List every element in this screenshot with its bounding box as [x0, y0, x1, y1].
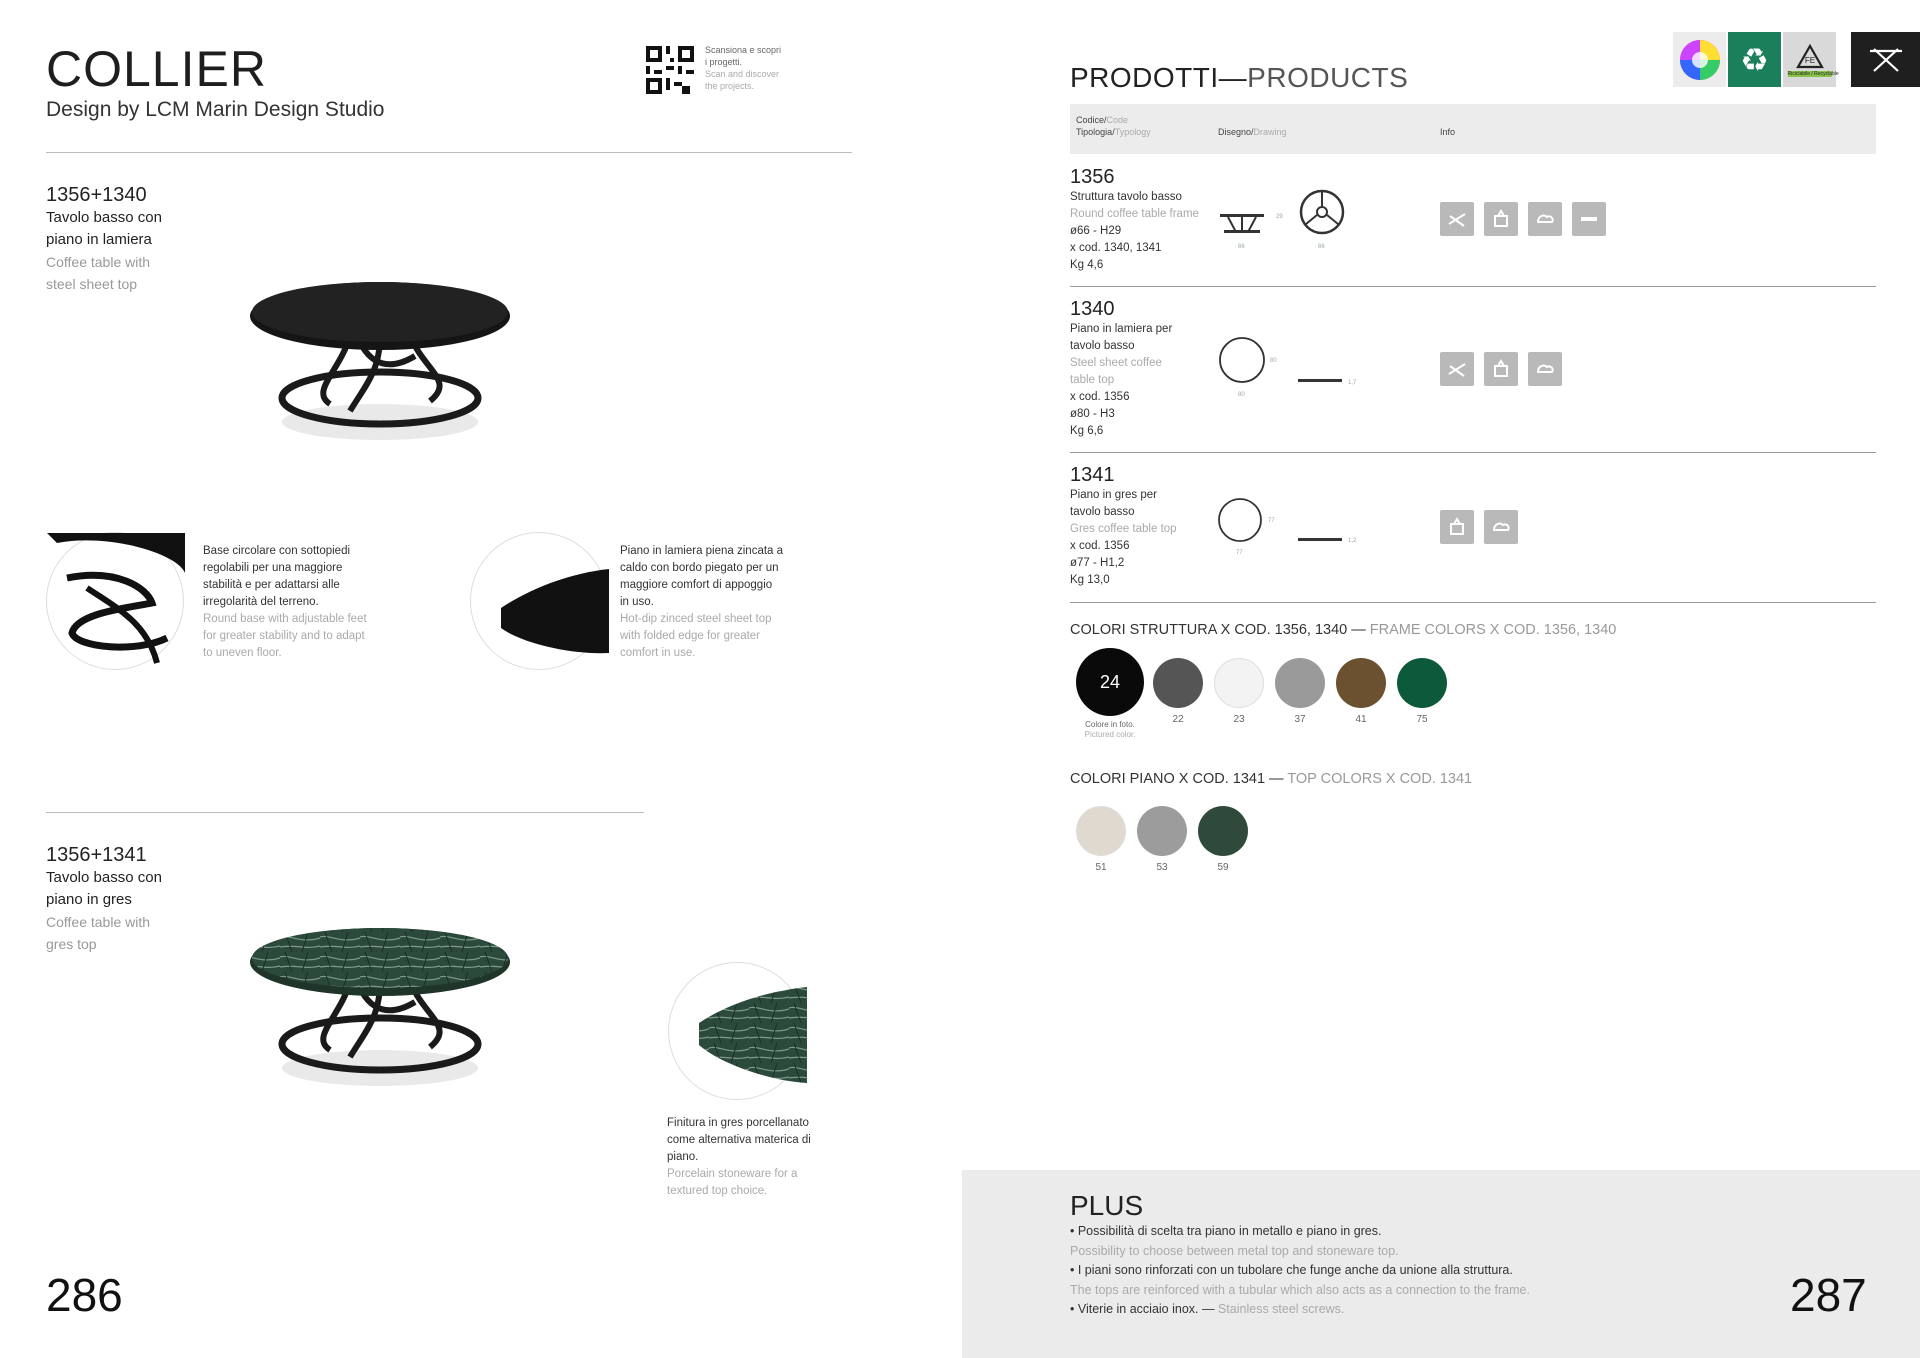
info-icons-1341 — [1440, 510, 1518, 544]
designer-credit: Design by LCM Marin Design Studio — [46, 98, 385, 121]
divider — [46, 812, 644, 813]
pictured-note-en: Pictured color. — [1084, 730, 1136, 739]
product-spec: x cod. 1340, 1341 — [1070, 242, 1162, 254]
product-desc-it: tavolo basso — [1070, 506, 1135, 518]
dimension-icon — [1572, 202, 1606, 236]
color-swatch[interactable] — [1214, 658, 1264, 708]
col-typology-it: Tipologia/ — [1076, 127, 1115, 137]
detail-base-it-4: irregolarità del terreno. — [203, 596, 319, 608]
color-swatch-code: 41 — [1355, 714, 1367, 725]
detail-base-it-3: stabilità e per adattarsi alle — [203, 579, 340, 591]
top-colors-heading: COLORI PIANO X COD. 1341 — TOP COLORS X COD. 1341 — [1070, 771, 1473, 787]
product-desc-it: Piano in gres per — [1070, 489, 1157, 501]
plus-item-en: Stainless steel screws. — [1217, 1302, 1345, 1316]
weather-icon — [1528, 202, 1562, 236]
col-code-it: Codice/ — [1076, 115, 1107, 125]
info-icons-1340 — [1440, 352, 1562, 386]
plus-list — [1070, 1222, 1630, 1320]
dim-width: 66 — [1238, 244, 1245, 250]
block-desc-en-2: steel sheet top — [46, 276, 138, 292]
weather-icon — [1528, 352, 1562, 386]
detail-base-en-2: for greater stability and to adapt — [203, 630, 365, 642]
detail-top-it-4: in uso. — [620, 596, 654, 608]
top-colors-title-en: TOP COLORS X COD. 1341 — [1287, 771, 1473, 787]
detail-top-en-1: Hot-dip zinced steel sheet top — [620, 613, 772, 625]
qr-caption-en-1: Scan and discover — [705, 69, 780, 79]
products-heading-it: PRODOTTI — [1070, 62, 1219, 93]
products-heading — [1070, 62, 1408, 94]
color-swatch-code: 59 — [1217, 862, 1229, 873]
plus-item-it: • Viterie in acciaio inox. — — [1070, 1302, 1218, 1316]
info-icons-1356 — [1440, 202, 1606, 236]
product-row — [1070, 464, 1200, 589]
page-number-right: 287 — [1790, 1269, 1867, 1321]
dim-height: 80 — [1270, 358, 1277, 364]
block-desc-it-1: Tavolo basso con — [46, 209, 162, 226]
outdoor-icon — [1440, 202, 1474, 236]
dim-thickness: 1,7 — [1348, 380, 1357, 386]
col-info-header: Info — [1440, 127, 1456, 137]
dim-height: 77 — [1268, 518, 1275, 524]
frame-colors-heading: COLORI STRUTTURA X COD. 1356, 1340 — FRAME COLORS X COD. 1356, 1340 — [1070, 622, 1617, 638]
color-swatch-code: 23 — [1233, 714, 1245, 725]
product-desc-en: table top — [1070, 374, 1115, 386]
col-drawing-header — [1218, 126, 1287, 138]
detail-text-gres-top — [667, 1115, 847, 1200]
detail-text-metal-top — [620, 543, 830, 662]
product-row — [1070, 298, 1190, 440]
products-heading-sep: — — [1218, 62, 1248, 93]
color-swatch[interactable] — [1076, 806, 1126, 856]
color-swatch[interactable] — [1275, 658, 1325, 708]
assembly-icon — [1440, 510, 1474, 544]
product-spec: Kg 13,0 — [1070, 574, 1110, 586]
block-desc-en-1: Coffee table with — [46, 254, 151, 270]
color-swatch[interactable] — [1153, 658, 1203, 708]
product-spec: ø66 - H29 — [1070, 225, 1122, 237]
pictured-color-note — [1070, 720, 1150, 740]
plus-item-en: The tops are reinforced with a tubular which also acts as a connection to the frame. — [1070, 1282, 1530, 1297]
detail-top-en-3: comfort in use. — [620, 647, 696, 659]
plus-item-it: • I piani sono rinforzati con un tubolare che funge anche da unione alla struttura. — [1070, 1263, 1513, 1277]
assembly-icon — [1484, 352, 1518, 386]
product-spec: x cod. 1356 — [1070, 540, 1130, 552]
qr-caption-en-2: the projects. — [705, 81, 755, 91]
dim-diameter: 66 — [1318, 244, 1325, 250]
detail-image-metal-top — [470, 532, 608, 670]
product-desc-it: Piano in lamiera per — [1070, 323, 1173, 335]
table-image-metal-top — [240, 276, 520, 446]
col-drawing-it: Disegno/ — [1218, 127, 1254, 137]
row-divider — [1070, 286, 1876, 287]
detail-gres-it-2: come alternativa materica di — [667, 1134, 811, 1146]
divider — [46, 152, 852, 153]
detail-image-base — [46, 532, 184, 670]
color-swatch-code: 51 — [1095, 862, 1107, 873]
product-desc-en: Steel sheet coffee — [1070, 357, 1162, 369]
row-divider — [1070, 452, 1876, 453]
block-desc-it-1: Tavolo basso con — [46, 869, 162, 886]
dim-height: 29 — [1276, 214, 1283, 220]
recycle-icon: ♻ — [1728, 32, 1781, 87]
product-spec: ø80 - H3 — [1070, 408, 1115, 420]
recyclable-badge — [1783, 32, 1839, 87]
plus-item-it: • Possibilità di scelta tra piano in metallo e piano in gres. — [1070, 1224, 1382, 1238]
dim-width: 77 — [1236, 550, 1243, 556]
plus-title: PLUS — [1070, 1190, 1144, 1221]
recycle-triangle-icon — [1795, 43, 1825, 71]
product-desc-en: Round coffee table frame — [1070, 208, 1199, 220]
plus-box — [962, 1170, 1920, 1358]
detail-top-en-2: with folded edge for greater — [620, 630, 761, 642]
collection-title: COLLIER — [46, 41, 267, 97]
badge-label: Riciclabile / Recyclable — [1787, 70, 1839, 77]
color-wheel-icon — [1673, 32, 1726, 87]
color-swatch-code: 37 — [1294, 714, 1306, 725]
product-code: 1356 — [1070, 166, 1115, 188]
block-desc-en-2: gres top — [46, 936, 97, 952]
col-typology-en: Typology — [1114, 127, 1151, 137]
block-desc-it-2: piano in gres — [46, 891, 132, 908]
detail-gres-en-2: textured top choice. — [667, 1185, 768, 1197]
product-desc-en: Gres coffee table top — [1070, 523, 1177, 535]
col-code-en: Code — [1106, 115, 1129, 125]
color-swatch[interactable]: 24 — [1076, 648, 1144, 716]
weather-icon — [1484, 510, 1518, 544]
table-image-gres-top — [240, 912, 520, 1092]
product-spec: Kg 6,6 — [1070, 425, 1104, 437]
frame-colors-title-en: FRAME COLORS X COD. 1356, 1340 — [1369, 622, 1617, 638]
qr-caption-it-2: i progetti. — [705, 57, 743, 67]
row-divider — [1070, 602, 1876, 603]
product-spec: Kg 4,6 — [1070, 259, 1104, 271]
color-swatch[interactable] — [1198, 806, 1248, 856]
brand-logo-icon — [1851, 32, 1920, 87]
detail-base-en-1: Round base with adjustable feet — [203, 613, 367, 625]
color-swatch-code: 75 — [1416, 714, 1428, 725]
detail-top-it-1: Piano in lamiera piena zincata a — [620, 545, 784, 557]
product-block-gres — [46, 844, 162, 955]
dim-thickness: 1,2 — [1348, 538, 1357, 544]
product-desc-it: tavolo basso — [1070, 340, 1135, 352]
color-swatch[interactable] — [1397, 658, 1447, 708]
detail-gres-it-1: Finitura in gres porcellanato — [667, 1117, 809, 1129]
detail-gres-it-3: piano. — [667, 1151, 699, 1163]
top-colors-title-it: COLORI PIANO X COD. 1341 — [1070, 771, 1266, 787]
product-code: 1340 — [1070, 298, 1115, 320]
detail-gres-en-1: Porcelain stoneware for a — [667, 1168, 798, 1180]
product-spec: x cod. 1356 — [1070, 391, 1130, 403]
svg-text:FE: FE — [1804, 55, 1815, 65]
detail-base-en-3: to uneven floor. — [203, 647, 282, 659]
block-desc-en-1: Coffee table with — [46, 914, 151, 930]
detail-base-it-1: Base circolare con sottopiedi — [203, 545, 351, 557]
qr-caption — [705, 44, 805, 92]
product-block-metal — [46, 184, 162, 295]
detail-base-it-2: regolabili per una maggiore — [203, 562, 343, 574]
technical-drawing-1341 — [1218, 496, 1368, 562]
plus-item-en: Possibility to choose between metal top and stoneware top. — [1070, 1243, 1399, 1258]
product-code: 1341 — [1070, 464, 1115, 486]
products-heading-en: PRODUCTS — [1247, 62, 1409, 93]
page-number-left: 286 — [46, 1269, 123, 1321]
technical-drawing-1340 — [1218, 334, 1368, 404]
assembly-icon — [1484, 202, 1518, 236]
pictured-note-it: Colore in foto. — [1085, 720, 1135, 729]
frame-colors-title-it: COLORI STRUTTURA X COD. 1356, 1340 — [1070, 622, 1348, 638]
qr-code-icon[interactable] — [646, 46, 694, 94]
product-desc-it: Struttura tavolo basso — [1070, 191, 1182, 203]
block-desc-it-2: piano in lamiera — [46, 231, 152, 248]
table-header — [1070, 104, 1876, 154]
col-code-header — [1076, 114, 1151, 138]
col-drawing-en: Drawing — [1253, 127, 1287, 137]
color-swatch[interactable] — [1137, 806, 1187, 856]
detail-top-it-2: caldo con bordo piegato per un — [620, 562, 779, 574]
color-swatch-code: 53 — [1156, 862, 1168, 873]
block-code: 1356+1341 — [46, 844, 147, 866]
detail-image-gres-top — [668, 962, 806, 1100]
technical-drawing-1356 — [1218, 186, 1348, 252]
outdoor-icon — [1440, 352, 1474, 386]
product-spec: ø77 - H1,2 — [1070, 557, 1125, 569]
detail-top-it-3: maggiore comfort di appoggio — [620, 579, 773, 591]
color-swatch[interactable] — [1336, 658, 1386, 708]
detail-text-base — [203, 543, 413, 662]
block-code: 1356+1340 — [46, 184, 147, 206]
dim-width: 80 — [1238, 392, 1245, 398]
qr-caption-it-1: Scansiona e scopri — [705, 45, 782, 55]
color-swatch-code: 22 — [1172, 714, 1184, 725]
